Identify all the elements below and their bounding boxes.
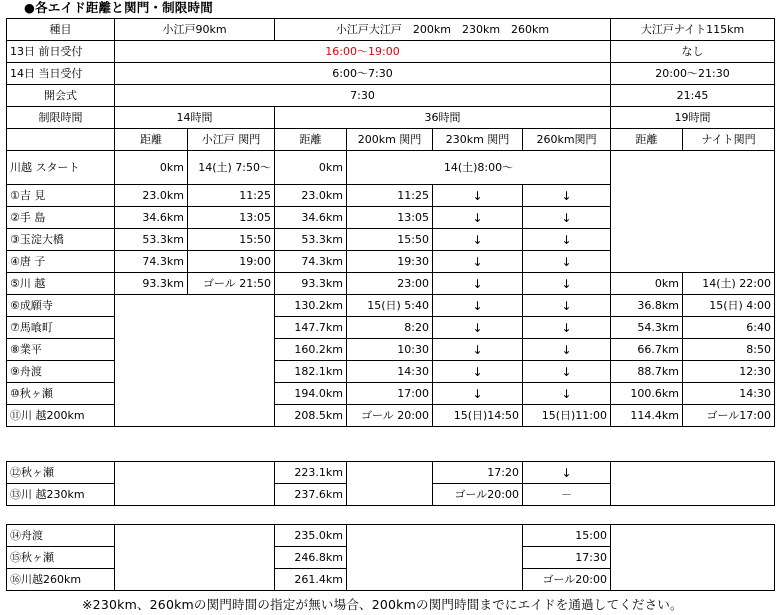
day-reception-time: 6:00～7:30 [115,63,611,85]
col-gate-200: 200km 関門 [347,129,433,151]
down-arrow-icon: ↓ [433,361,523,383]
down-arrow-icon: ↓ [433,229,523,251]
start-dist-90: 0km [115,151,188,185]
opening-night: 21:45 [611,85,775,107]
down-arrow-icon: ↓ [433,295,523,317]
col-gate-90: 小江戸 関門 [188,129,275,151]
gate-90: 15:50 [188,229,275,251]
row-limit [7,107,775,129]
pre-reception-night: なし [611,41,775,63]
down-arrow-icon: ↓ [523,273,611,295]
aid-label: ⑩秋ヶ瀬 [7,383,115,405]
gate-230: 15(日)14:50 [433,405,523,427]
dist-90: 53.3km [115,229,188,251]
blank-cell [7,129,115,151]
down-arrow-icon: ↓ [523,361,611,383]
gate-200: 15:50 [347,229,433,251]
row-column-headers [7,129,775,151]
empty-night-block [611,525,775,591]
down-arrow-icon: ↓ [523,251,611,273]
gate-night: 12:30 [683,361,775,383]
dist-night: 66.7km [611,339,683,361]
row-opening [7,85,775,107]
empty-200-gate [347,462,433,506]
dist-200: 160.2km [275,339,347,361]
down-arrow-icon: ↓ [433,383,523,405]
down-arrow-icon: ↓ [433,207,523,229]
gate-night: 6:40 [683,317,775,339]
dist-200: 246.8km [275,547,347,569]
gate-200: 17:00 [347,383,433,405]
col-dist-night: 距離 [611,129,683,151]
opening-label: 開会式 [7,85,115,107]
col-gate-night: ナイト関門 [683,129,775,151]
table-row [7,462,775,484]
row-day-reception [7,63,775,85]
dist-200: 235.0km [275,525,347,547]
block-230-table [6,461,775,506]
col-gate-230: 230km 関門 [433,129,523,151]
night-empty-block [611,151,775,273]
pre-reception-time: 16:00～19:00 [115,41,611,63]
gate-night: 14(土) 22:00 [683,273,775,295]
down-arrow-icon: ↓ [523,462,611,484]
gate-90: 13:05 [188,207,275,229]
start-time-200: 14(土)8:00～ [347,151,611,185]
table-row [7,525,775,547]
gate-260: ゴール20:00 [523,569,611,591]
gate-230: ゴール20:00 [433,484,523,506]
dist-200: 194.0km [275,383,347,405]
dist-200: 223.1km [275,462,347,484]
aid-label: ⑥成願寺 [7,295,115,317]
page-title: ●各エイド距離と関門・制限時間 [24,0,213,15]
row-start [7,151,775,185]
aid-label: ⑫秋ヶ瀬 [7,462,115,484]
down-arrow-icon: ↓ [523,185,611,207]
dist-200: 261.4km [275,569,347,591]
aid-label: ③玉淀大橋 [7,229,115,251]
gate-200: 10:30 [347,339,433,361]
aid-label: ②手 島 [7,207,115,229]
gate-200: ゴール 20:00 [347,405,433,427]
down-arrow-icon: ↓ [523,295,611,317]
gate-90: ゴール 21:50 [188,273,275,295]
empty-200-230-gates [347,525,523,591]
aid-label: ⑭舟渡 [7,525,115,547]
aid-label: ⑨舟渡 [7,361,115,383]
limit-200: 36時間 [275,107,611,129]
aid-label: ⑦馬喰町 [7,317,115,339]
limit-night: 19時間 [611,107,775,129]
gate-200: 13:05 [347,207,433,229]
start-gate-90: 14(土) 7:50～ [188,151,275,185]
limit-label: 制限時間 [7,107,115,129]
gate-night: ゴール17:00 [683,405,775,427]
empty-90-block [115,295,275,427]
down-arrow-icon: ↓ [433,339,523,361]
day-reception-night: 20:00～21:30 [611,63,775,85]
down-arrow-icon: ↓ [523,317,611,339]
gate-260: － [523,484,611,506]
gate-200: 14:30 [347,361,433,383]
aid-label: ④唐 子 [7,251,115,273]
opening-time: 7:30 [115,85,611,107]
gate-night: 14:30 [683,383,775,405]
table-row [7,273,775,295]
down-arrow-icon: ↓ [523,383,611,405]
gate-200: 11:25 [347,185,433,207]
gate-200: 23:00 [347,273,433,295]
aid-label: ⑤川 越 [7,273,115,295]
row-pre-reception [7,41,775,63]
down-arrow-icon: ↓ [523,207,611,229]
pre-reception-label: 13日 前日受付 [7,41,115,63]
dist-night: 100.6km [611,383,683,405]
empty-90-block [115,462,275,506]
gate-230: 17:20 [433,462,523,484]
kind-label: 種目 [7,19,115,41]
gate-night: 15(日) 4:00 [683,295,775,317]
gate-night: 8:50 [683,339,775,361]
down-arrow-icon: ↓ [523,229,611,251]
footnote: ※230km、260kmの関門時間の指定が無い場合、200kmの関門時間までにエイドを通過してください。 [82,597,683,612]
dist-200: 208.5km [275,405,347,427]
table-row [7,295,775,317]
block-260-table [6,524,775,591]
down-arrow-icon: ↓ [523,339,611,361]
dist-night: 36.8km [611,295,683,317]
dist-200: 130.2km [275,295,347,317]
limit-90: 14時間 [115,107,275,129]
empty-night-block [611,462,775,506]
dist-200: 23.0km [275,185,347,207]
main-schedule-table [6,18,775,427]
start-label: 川越 スタート [7,151,115,185]
col-gate-260: 260km関門 [523,129,611,151]
dist-90: 34.6km [115,207,188,229]
course-night-header: 大江戸ナイト115km [611,19,775,41]
gate-200: 8:20 [347,317,433,339]
down-arrow-icon: ↓ [433,317,523,339]
dist-night: 114.4km [611,405,683,427]
dist-200: 34.6km [275,207,347,229]
col-dist-200: 距離 [275,129,347,151]
dist-90: 74.3km [115,251,188,273]
dist-200: 237.6km [275,484,347,506]
down-arrow-icon: ↓ [433,251,523,273]
dist-200: 147.7km [275,317,347,339]
aid-label: ⑬川 越230km [7,484,115,506]
gate-200: 19:30 [347,251,433,273]
day-reception-label: 14日 当日受付 [7,63,115,85]
dist-200: 182.1km [275,361,347,383]
row-kind [7,19,775,41]
down-arrow-icon: ↓ [433,185,523,207]
empty-90-block [115,525,275,591]
dist-200: 93.3km [275,273,347,295]
gate-260: 15(日)11:00 [523,405,611,427]
gate-200: 15(日) 5:40 [347,295,433,317]
aid-label: ⑯川越260km [7,569,115,591]
aid-label: ⑧業平 [7,339,115,361]
course-200-header: 小江戸大江戸 200km 230km 260km [275,19,611,41]
dist-200: 74.3km [275,251,347,273]
gate-90: 11:25 [188,185,275,207]
down-arrow-icon: ↓ [433,273,523,295]
dist-200: 53.3km [275,229,347,251]
dist-90: 23.0km [115,185,188,207]
aid-label: ⑮秋ヶ瀬 [7,547,115,569]
start-dist-200: 0km [275,151,347,185]
dist-night: 54.3km [611,317,683,339]
dist-night: 0km [611,273,683,295]
gate-260: 15:00 [523,525,611,547]
gate-90: 19:00 [188,251,275,273]
gate-260: 17:30 [523,547,611,569]
aid-label: ①吉 見 [7,185,115,207]
dist-night: 88.7km [611,361,683,383]
col-dist-90: 距離 [115,129,188,151]
course-90-header: 小江戸90km [115,19,275,41]
aid-label: ⑪川 越200km [7,405,115,427]
dist-90: 93.3km [115,273,188,295]
